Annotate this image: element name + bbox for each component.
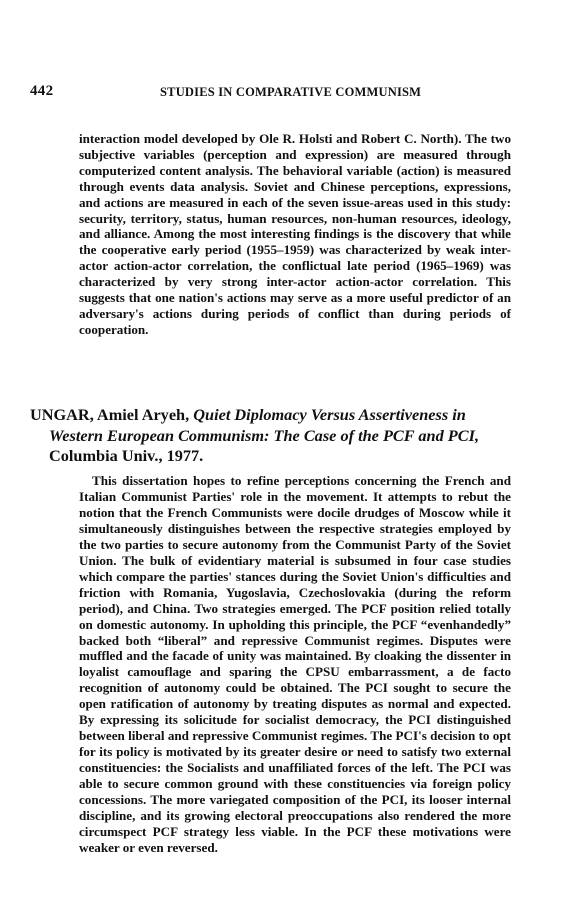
entry-author: UNGAR, Amiel Aryeh,	[30, 405, 190, 424]
running-head: STUDIES IN COMPARATIVE COMMUNISM	[160, 85, 422, 99]
entry-citation	[30, 405, 514, 467]
entry-abstract: This dissertation hopes to refine perceptions concerning the French and Italian Communist Parties' role in the movement. It attempts to rebut the notion that the French Communists were docile drudges of Moscow while it simultaneously distinguishes between the respective strategies employed by the two parties to secure autonomy from the Communist Party of the Soviet Union. The bulk of evidentiary material is subsumed in four case studies which compare the parties' stances during the Soviet Union's difficulties and friction with Romania, Yugoslavia, Czechoslovakia (during the reform period), and China. Two strategies emerged. The PCF position relied totally on domestic autonomy. In upholding this principle, the PCF “evenhandedly” backed both “liberal” and repressive Communist regimes. Disputes were muffled and the facade of unity was maintained. By cloaking the dissenter in loyalist camouflage and sparing the CPSU embarrassment, a de facto recognition of autonomy could be obtained. The PCI sought to secure the open ratification of autonomy by treating disputes as normal and expected. By expressing its solicitude for socialist democracy, the PCI distinguished between liberal and repressive Communist regimes. The PCI's decision to opt for its policy is motivated by its greater desire or need to satisfy two external constituencies: the Socialists and unaffiliated forces of the left. The PCI was able to secure common ground with these constituencies via foreign policy concessions. The more variegated composition of the PCI, its looser internal discipline, and its growing electoral preoccupations also rendered the more circumspect PCF strategy less viable. In the PCF these motivations were weaker or even reversed.	[79, 473, 511, 855]
previous-entry-abstract: interaction model developed by Ole R. Holsti and Robert C. North). The two subjective variables (perception and expression) are measured through computerized content analysis. The behavioral variable (action) is measured through events data analysis. Soviet and Chinese perceptions, expressions, and actions are measured in each of the seven issue-areas used in this study: security, territory, status, human resources, non-human resources, ideology, and alliance. Among the most interesting findings is the discovery that while the cooperative early period (1955–1959) was characterized by weak inter-actor action-actor correlation, the conflictual late period (1965–1969) was characterized by very strong inter-actor action-actor correlation. This suggests that one nation's actions may serve as a more useful predictor of an adversary's actions during periods of conflict than during periods of cooperation.	[79, 131, 511, 337]
page-header	[30, 83, 500, 105]
page-number: 442	[30, 83, 54, 99]
entry-title-line-2: Western European Communism: The Case of the PCF and PCI,	[49, 425, 480, 445]
entry-institution: Columbia Univ., 1977.	[49, 446, 204, 465]
entry-title-line-1: Quiet Diplomacy Versus Assertiveness in	[193, 405, 466, 424]
